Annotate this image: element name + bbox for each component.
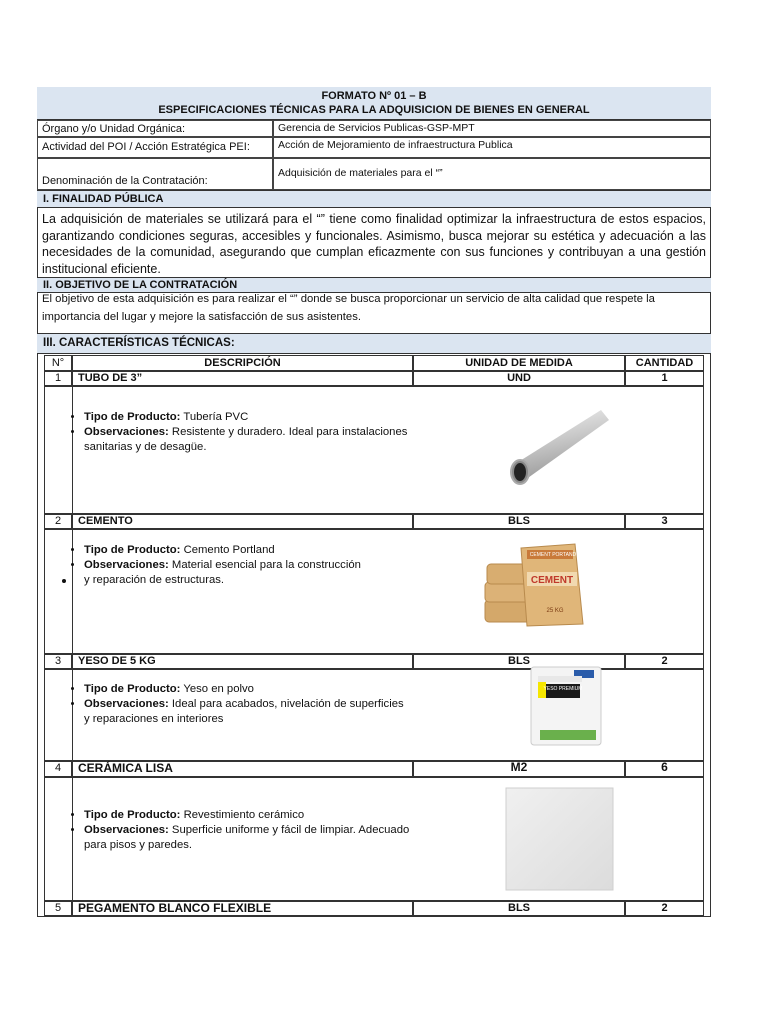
item-1-name: TUBO DE 3” [72,371,413,386]
item-3-num: 3 [44,654,72,669]
item-3-unit: BLS [413,654,625,669]
section-objetivo-text: El objetivo de esta adquisición es para realizar el “” donde se busca proporcionar un servicio de alta calidad que respete la importancia del lugar y mejore la satisfacción de sus asistentes. [42,293,655,323]
cement-bags-image [483,540,588,628]
info-label-denominacion: Denominación de la Contratación: [37,158,273,190]
item-3-description [44,682,404,727]
item-2-unit: BLS [413,514,625,529]
item-2-obs: Material esencial para la construcción y reparación de estructuras. [84,559,361,586]
bag-cement-text: CEMENT [530,575,574,586]
col-header-desc: DESCRIPCIÓN [72,355,413,371]
section-finalidad-text: La adquisición de materiales se utilizará para el “” tiene como finalidad optimizar la infraestructura de estos espacios, garantizando condiciones seguras, accesibles y funcionales. Asimismo, busca mejorar su estética y adecuación a las necesidades de la comunidad, asegurando que cumplan eficazmente con sus funciones y contribuyan a una gestión institucional eficiente. [42,212,706,276]
info-label-organo: Órgano y/o Unidad Orgánica: [37,120,273,137]
info-value-denominacion: Adquisición de materiales para el “” [273,158,711,190]
type-label: Tipo de Producto: [84,544,181,556]
ceramic-tile-image [505,787,614,891]
section-caracteristicas-title: III. CARACTERÍSTICAS TÉCNICAS: [37,333,711,354]
info-value-actividad: Acción de Mejoramiento de infraestructura Publica [273,137,711,158]
col-header-unit: UNIDAD DE MEDIDA [413,355,625,371]
obs-label: Observaciones: [84,426,169,438]
form-title: FORMATO Nº 01 – B [321,90,427,102]
form-subtitle: ESPECIFICACIONES TÉCNICAS PARA LA ADQUISICION DE BIENES EN GENERAL [158,104,590,116]
item-2-qty: 3 [625,514,704,529]
item-4-obs: Superficie uniforme y fácil de limpiar. Adecuado para pisos y paredes. [84,824,410,851]
section-objetivo-title: II. OBJETIVO DE LA CONTRATACIÓN [37,277,711,293]
item-2-description [44,543,364,588]
item-5-qty: 2 [625,900,704,916]
info-label-actividad: Actividad del POI / Acción Estratégica PEI: [37,137,273,158]
col-header-qty: CANTIDAD [625,355,704,371]
item-1-qty: 1 [625,371,704,386]
type-label: Tipo de Producto: [84,683,181,695]
item-1-type: Tubería PVC [183,411,249,423]
type-label: Tipo de Producto: [84,809,181,821]
item-4-description [44,808,424,853]
form-header [37,87,711,120]
item-4-unit: M2 [413,760,625,777]
obs-label: Observaciones: [84,559,169,571]
item-4-type: Revestimiento cerámico [183,809,305,821]
item-1-obs: Resistente y duradero. Ideal para instalaciones sanitarias y de desagüe. [84,426,408,453]
obs-label: Observaciones: [84,698,169,710]
item-1-num: 1 [44,371,72,386]
item-2-type: Cemento Portland [183,544,275,556]
col-header-num: N° [44,355,72,371]
item-4-num: 4 [44,760,72,777]
item-1-description [44,410,424,455]
item-5-num: 5 [44,900,72,916]
item-5-name: PEGAMENTO BLANCO FLEXIBLE [72,900,413,916]
item-3-obs: Ideal para acabados, nivelación de superficies y reparaciones en interiores [84,698,404,725]
item-2-num: 2 [44,514,72,529]
item-5-unit: BLS [413,900,625,916]
pvc-pipe-image [505,398,609,494]
item-1-unit: UND [413,371,625,386]
item-4-name: CERÁMICA LISA [72,760,413,777]
bag-brand-text: CEMENT PORTAND [529,552,577,558]
info-value-organo: Gerencia de Servicios Publicas-GSP-MPT [273,120,711,137]
item-3-name: YESO DE 5 KG [72,654,413,669]
item-3-qty: 2 [625,654,704,669]
section-finalidad-title: I. FINALIDAD PÚBLICA [37,190,711,208]
bag-weight-text: 25 KG [546,608,564,614]
plaster-bag-text: YESO PREMIUM [543,686,583,692]
item-2-name: CEMENTO [72,514,413,529]
plaster-bag-image [528,664,604,748]
item-4-qty: 6 [625,760,704,777]
type-label: Tipo de Producto: [84,411,181,423]
obs-label: Observaciones: [84,824,169,836]
item-3-type: Yeso en polvo [183,683,254,695]
